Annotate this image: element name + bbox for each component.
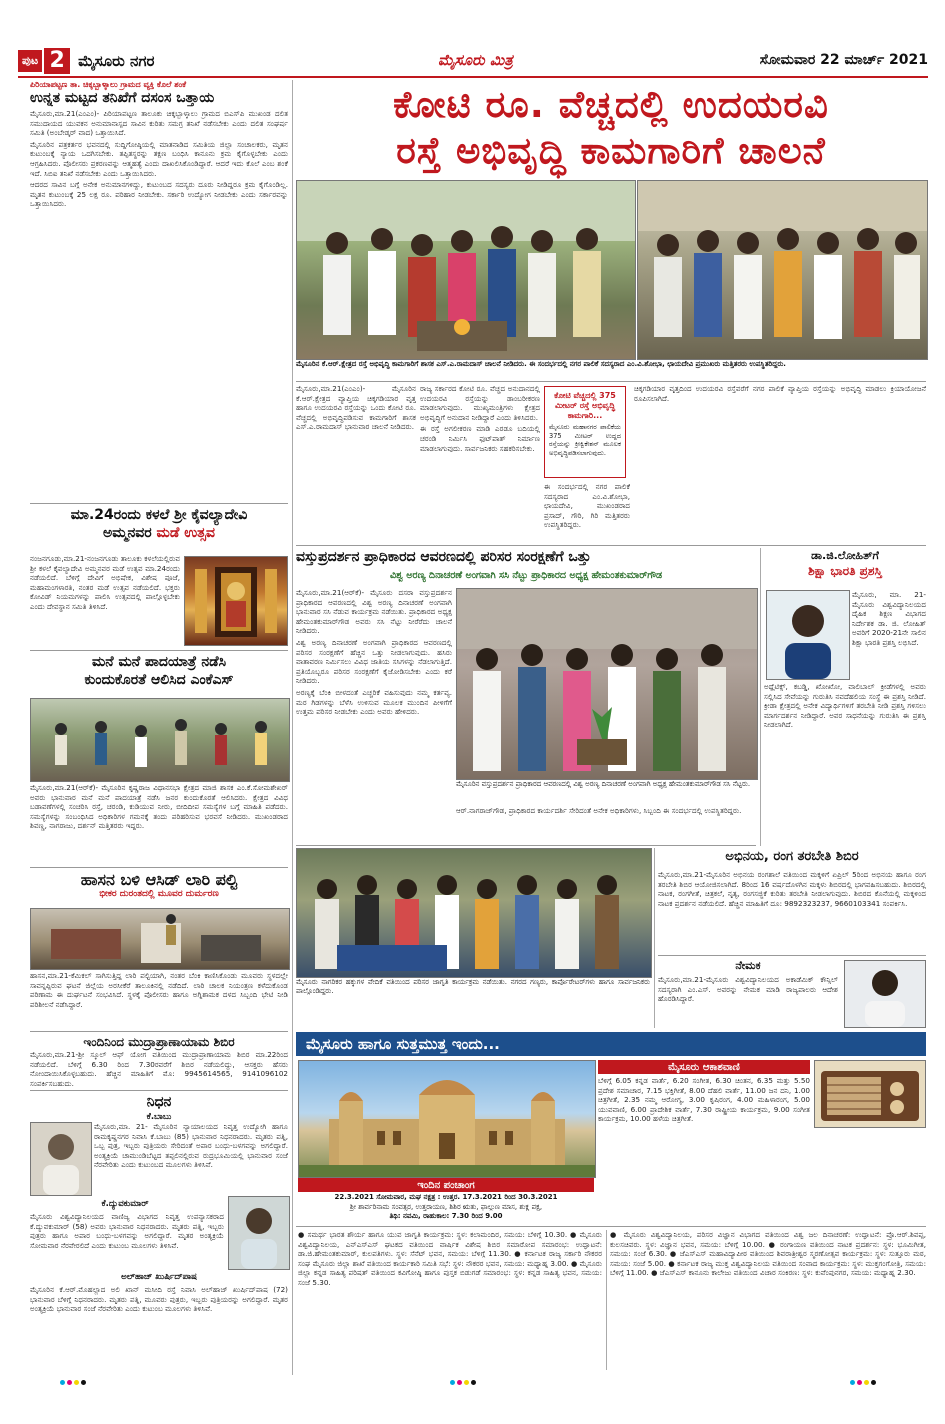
story-acid-lorry-headline xyxy=(30,870,288,906)
story-body xyxy=(30,783,288,865)
camp-body xyxy=(658,870,926,952)
story-kicker: ಪಿರಿಯಾಪಟ್ಟಣ ತಾ. ಚಿಕ್ಕಬ್ಬಾಳ್ಕಾಲು ಗ್ರಾಮದ ವ್ಯಕ್ತಿ ಕೊಲೆ ಶಂಕೆ xyxy=(30,80,187,89)
akashavani-band xyxy=(598,1060,810,1074)
column-divider xyxy=(760,548,761,846)
story-headline: ಅಭಿನಯ, ರಂಗ ತರಬೇತಿ ಶಿಬಿರ xyxy=(725,849,859,864)
section-title: ಮೈಸೂರು ನಗರ xyxy=(78,52,155,70)
story-body xyxy=(30,554,180,646)
panchanga-line: ತಿಥಿ: ನವಮಿ, ರಾಹುಕಾಲ: 7.30 ರಿಂದ 9.00 xyxy=(389,1212,503,1220)
story-paragraph: ಈ ಸಂದರ್ಭದಲ್ಲಿ ನಗರ ಪಾಲಿಕೆ ಸದಸ್ಯರಾದ ಎಂ.ವಿ.ಶೋಭಾ, ಛಾಯದೇವಿ, ಮುಖಂಡರಾದ ಪ್ರಸಾದ್, ಗೌರಿ, ಗಿರಿ ಮತ್ತಿತರರು ಉಪಸ್ಥಿತರಿದ್ದರು. xyxy=(544,482,630,530)
crowd-illustration xyxy=(31,699,289,781)
lead-headline-line2: ರಸ್ತೆ ಅಭಿವೃದ್ಧಿ ಕಾಮಗಾರಿಗೆ ಚಾಲನೆ xyxy=(396,129,826,172)
page-number-box xyxy=(18,48,154,74)
column-divider xyxy=(654,848,655,1028)
story-dsss-probe xyxy=(30,80,288,500)
obituary-portrait xyxy=(228,1196,290,1270)
story-headline: ಉನ್ನತ ಮಟ್ಟದ ತನಿಖೆಗೆ ದಸಂಸ ಒತ್ತಾಯ xyxy=(30,90,215,106)
award-portrait xyxy=(766,590,850,680)
panchanga-details xyxy=(298,1193,594,1223)
story-headline: ನೇಮಕ xyxy=(735,959,761,972)
story-paragraph: ಮೈಸೂರು,ಮಾ.21-ಶ್ರೀ ಸ್ಕೂಲ್ ಆಫ್ ಯೋಗ ವತಿಯಿಂದ ಮುದ್ರಾಪ್ರಾಣಾಯಾಮ ಶಿಬಿರ ಮಾ.22ರಿಂದ ನಡೆಯಲಿದೆ. ಬೆಳಿಗ್ಗೆ 6.30 ರಿಂದ 7.30ರವರೆಗೆ ಶಿಬಿರ ನಡೆಯಲಿದ್ದು, ಆಸಕ್ತರು ಹೆಸರು ನೋಂದಾಯಿಸಿಕೊಳ್ಳಬಹುದು. ಹೆಚ್ಚಿನ ಮಾಹಿತಿಗೆ ಮೊ: 9945614565, 9141096102 ಸಂಪರ್ಕಿಸಬಹುದು. xyxy=(30,1050,288,1088)
mid-story-headline-box xyxy=(296,548,756,568)
obituary-body xyxy=(30,1212,224,1268)
story-paragraph: ನಂಜನಗೂಡು,ಮಾ.21-ನಂಜನಗೂಡು ತಾಲೂಕು ಕಳಲೆಯಲ್ಲಿರುವ ಶ್ರೀ ಕಳಲೆ ಕೈವಲ್ಯಾದೇವಿ ಅಮ್ಮನವರ ಮಡೆ ಉತ್ಸವ ಮಾ.24ರಂದು ನಡೆಯಲಿದೆ. ಬೆಳಿಗ್ಗೆ ದೇವಿಗೆ ಅಭಿಷೇಕ, ವಿಶೇಷ ಪೂಜೆ, ಮಹಾಮಂಗಳಾರತಿ, ನಂತರ ಮಡೆ ಉತ್ಸವ ನಡೆಯಲಿದೆ. ಭಕ್ತರು ಕೋವಿಡ್ ನಿಯಮಗಳನ್ನು ಪಾಲಿಸಿ ಉತ್ಸವದಲ್ಲಿ ಪಾಲ್ಗೊಳ್ಳಬೇಕು ಎಂದು ದೇವಸ್ಥಾನ ಸಮಿತಿ ತಿಳಿಸಿದೆ. xyxy=(30,554,180,611)
column-divider xyxy=(292,80,293,1375)
today-band-title: ಮೈಸೂರು ಹಾಗೂ ಸುತ್ತಮುತ್ತ ಇಂದು... xyxy=(306,1035,500,1053)
ceremony-crowd-illustration xyxy=(297,181,635,359)
person-silhouette-icon xyxy=(31,1123,91,1195)
obituary-body xyxy=(30,1285,288,1370)
tree-planting-photo xyxy=(456,588,758,780)
award-body-top xyxy=(852,590,926,680)
radio-image xyxy=(814,1060,926,1128)
events-list-right xyxy=(610,1230,926,1370)
story-paragraph: ಮೈಸೂರಿನ ಪತ್ರಕರ್ತರ ಭವನದಲ್ಲಿ ಸುದ್ದಿಗೋಷ್ಠಿಯಲ್ಲಿ ಮಾತನಾಡಿದ ಸಮಿತಿಯ ಜಿಲ್ಲಾ ಸಂಚಾಲಕರು, ಮೃತನ ಕುಟುಂಬಕ್ಕೆ ನ್ಯಾಯ ಒದಗಿಸಬೇಕು. ತಪ್ಪಿತಸ್ಥರನ್ನು ತಕ್ಷಣ ಬಂಧಿಸಿ ಕಾನೂನು ಕ್ರಮ ಕೈಗೊಳ್ಳಬೇಕು ಎಂದು ಆಗ್ರಹಿಸಿದರು. ಪೊಲೀಸರು ಪ್ರಕರಣವನ್ನು ಆತ್ಮಹತ್ಯೆ ಎಂದು ದಾಖಲಿಸಿಕೊಂಡಿದ್ದಾರೆ. ಆದರೆ ಇದು ಕೊಲೆ ಎಂಬ ಶಂಕೆ ಇದೆ. ಸಿಬಿಐ ತನಿಖೆ ನಡೆಸಬೇಕು ಎಂದು ಒತ್ತಾಯಿಸಿದರು. xyxy=(30,139,288,178)
print-registration-marks xyxy=(450,1380,476,1385)
dateline: ಸೋಮವಾರ 22 ಮಾರ್ಚ್ 2021 xyxy=(759,52,928,68)
story-paragraph: ಮೈಸೂರು,ಮಾ.21(ಆರ್‌ಕೆ)- ಮೈಸೂರಿನ ಕೃಷ್ಣರಾಜ ವಿಧಾನಸಭಾ ಕ್ಷೇತ್ರದ ಮಾಜಿ ಶಾಸಕ ಎಂ.ಕೆ.ಸೋಮಶೇಖರ್ ಅವರು ಭಾನುವಾರ ಮನೆ ಮನೆ ಪಾದಯಾತ್ರೆ ನಡೆಸಿ ಜನರ ಕುಂದುಕೊರತೆ ಆಲಿಸಿದರು. ಕ್ಷೇತ್ರದ ವಿವಿಧ ಬಡಾವಣೆಗಳಲ್ಲಿ ಸಂಚರಿಸಿ ರಸ್ತೆ, ಚರಂಡಿ, ಕುಡಿಯುವ ನೀರು, ಬೀದಿದೀಪ ಸಮಸ್ಯೆಗಳ ಬಗ್ಗೆ ಮಾಹಿತಿ ಪಡೆದರು. ಸಮಸ್ಯೆಗಳನ್ನು ಸಂಬಂಧಿಸಿದ ಅಧಿಕಾರಿಗಳ ಗಮನಕ್ಕೆ ತಂದು ಪರಿಹರಿಸುವ ಭರವಸೆ ನೀಡಿದರು. ಮುಖಂಡರಾದ ಶಿವಣ್ಣ, ನಾಗರಾಜು, ದರ್ಶನ್ ಮತ್ತಿತರರು ಇದ್ದರು. xyxy=(30,783,288,831)
divider xyxy=(30,1090,288,1091)
lead-body-col1 xyxy=(296,384,416,542)
story-headline-2 xyxy=(30,524,288,542)
obituary-paragraph: ಮೈಸೂರಿನ ಕೆ.ಆರ್.ಮೊಹಲ್ಲಾದ ಅಲಿ ಖಾನ್ ಮಸೀದಿ ರಸ್ತೆ ನಿವಾಸಿ ಅಲ್‌ಹಾಜ್ ಖುರ್ಷಿದ್‌ಪಾಷ (72) ಭಾನುವಾರ ಬೆಳಿಗ್ಗೆ ನಿಧನರಾದರು. ಮೃತರು ಪತ್ನಿ, ಮೂವರು ಪುತ್ರರು, ಇಬ್ಬರು ಪುತ್ರಿಯರನ್ನು ಅಗಲಿದ್ದಾರೆ. ಮೃತರ ಅಂತ್ಯಕ್ರಿಯೆ ಭಾನುವಾರ ಸಂಜೆ ನೆರವೇರಿತು ಎಂದು ಕುಟುಂಬ ಮೂಲಗಳು ತಿಳಿಸಿವೆ. xyxy=(30,1285,288,1314)
person-silhouette-icon xyxy=(845,961,925,1027)
group-event-photo xyxy=(296,848,652,978)
palace-illustration xyxy=(299,1061,595,1177)
story-paragraph: ಮೈಸೂರು,ಮಾ.21(ಎಂಎಂ)- ಪಿರಿಯಾಪಟ್ಟಣ ತಾಲೂಕು ಚಿಕ್ಕಬ್ಬಾಳ್ಕಾಲು ಗ್ರಾಮದ ಬಿಎಸ್‌ಪಿ ಮುಖಂಡ ದಲಿತ ಸಮುದಾಯದ ಯುವಕನ ಅನುಮಾನಾಸ್ಪದ ಸಾವಿನ ಕುರಿತು ಸಮಗ್ರ ತನಿಖೆ ನಡೆಸಬೇಕು ಎಂದು ದಲಿತ ಸಂಘರ್ಷ ಸಮಿತಿ (ಅಂಬೇಡ್ಕರ್ ವಾದ) ಒತ್ತಾಯಿಸಿದೆ. xyxy=(30,109,288,138)
group-event-illustration xyxy=(297,849,651,977)
camp-headline xyxy=(658,848,926,868)
divider xyxy=(296,845,756,846)
lead-body-col2 xyxy=(420,384,540,542)
radio-icon xyxy=(815,1061,925,1127)
lead-photo-caption xyxy=(296,360,926,380)
akashavani-schedule xyxy=(598,1076,810,1224)
page-header xyxy=(18,48,928,78)
story-paragraph: ಮೈಸೂರು,ಮಾ.21-ಮೈಸೂರು ವಿಶ್ವವಿದ್ಯಾನಿಲಯದ ಅಕಾಡೆಮಿಕ್ ಕೌನ್ಸಿಲ್ ಸದಸ್ಯರಾಗಿ ಎಂ.ಎಸ್. ಅವರನ್ನು ನೇಮಕ ಮಾಡಿ ರಾಜ್ಯಪಾಲರು ಆದೇಶ ಹೊರಡಿಸಿದ್ದಾರೆ. xyxy=(658,975,838,1004)
divider xyxy=(30,867,288,868)
akashavani-title: ಮೈಸೂರು ಆಕಾಶವಾಣಿ xyxy=(668,1061,740,1073)
panchanga-line: ಶ್ರೀ ಶಾರ್ವರಿನಾಮ ಸಂವತ್ಸರ, ಉತ್ತರಾಯಣ, ಶಿಶಿರ ಋತು, ಫಾಲ್ಗುಣ ಮಾಸ, ಶುಕ್ಲ ಪಕ್ಷ, xyxy=(349,1202,543,1211)
headline-part: ಅಮ್ಮನವರ xyxy=(103,525,157,541)
panchanga-band xyxy=(298,1178,594,1192)
mid-story-body-col1 xyxy=(296,588,452,842)
ceremony-group-illustration xyxy=(638,181,927,359)
panchanga-line: 22.3.2021 ಸೋಮವಾರ, ಮಘ ನಕ್ಷತ್ರ : ಉತ್ತರ. 17.3.2021 ರಿಂದ 30.3.2021 xyxy=(334,1193,558,1201)
story-subheadline: ವಿಶ್ವ ಅರಣ್ಯ ದಿನಾಚರಣೆ ಅಂಗವಾಗಿ ಸಸಿ ನೆಟ್ಟು ಪ್ರಾಧಿಕಾರದ ಅಧ್ಯಕ್ಷ ಹೇಮಂತಕುಮಾರ್‌ಗೌಡ xyxy=(389,570,663,581)
masthead: ಮೈಸೂರು ಮಿತ್ರ xyxy=(438,51,513,69)
lead-body-col4 xyxy=(634,384,926,542)
story-paragraph: ಮೈಸೂರು,ಮಾ.21(ಎಂಎಂ)- ಮೈಸೂರಿನ ಕೆ.ಆರ್.ಕ್ಷೇತ್ರದ ವ್ಯಾಪ್ತಿಯ ಚಿಕ್ಕಗಡಿಯಾರ ವೃತ್ತ ಹಾಗೂ ಉದಯರವಿ ರಸ್ತೆಯನ್ನು ಒಂದು ಕೋಟಿ ರೂ. ವೆಚ್ಚದಲ್ಲಿ ಅಭಿವೃದ್ಧಿಪಡಿಸುವ ಕಾಮಗಾರಿಗೆ ಶಾಸಕ ಎಸ್.ಎ.ರಾಮದಾಸ್ ಭಾನುವಾರ ಚಾಲನೆ ನೀಡಿದರು. xyxy=(296,384,416,432)
events-list-left xyxy=(298,1230,602,1370)
story-paragraph: ಮೈಸೂರು, ಮಾ. 21- ಮೈಸೂರು ವಿಶ್ವವಿದ್ಯಾನಿಲಯದ ದೈಹಿಕ ಶಿಕ್ಷಣ ವಿಭಾಗದ ನಿರ್ದೇಶಕ ಡಾ. ಜಿ. ಲೋಹಿತ್ ಅವರಿಗೆ 2020-21ನೇ ಸಾಲಿನ ಶಿಕ್ಷಾ ಭಾರತಿ ಪ್ರಶಸ್ತಿ ಲಭಿಸಿದೆ. xyxy=(852,590,926,647)
lead-photo-right xyxy=(637,180,928,360)
events-text: ● ಸಮರ್ಥ ಭಾರತ ಶೌರ್ಯ ಹಾಗೂ ಯುವ ಜಾಗೃತಿ ಕಾರ್ಯಕ್ರಮ: ಸ್ಥಳ: ಕಲಾಮಂದಿರ, ಸಮಯ: ಬೆಳಿಗ್ಗೆ 10.30. ● ಮೈಸೂರು ವಿಶ್ವವಿದ್ಯಾನಿಲಯ, ಎನ್‌ಎಸ್‌ಎಸ್ ಘಟಕದ ವತಿಯಿಂದ ವಾರ್ಷಿಕ ವಿಶೇಷ ಶಿಬಿರ ಸಮಾರೋಪ ಸಮಾರಂಭ: ಉದ್ಘಾಟನೆ: ಡಾ.ಜಿ.ಹೇಮಂತಕುಮಾರ್, ಕುಲಪತಿಗಳು. ಸ್ಥಳ: ಸೆನೆಟ್ ಭವನ, ಸಮಯ: ಬೆಳಿಗ್ಗೆ 11.30. ● ಕರ್ನಾಟಕ ರಾಜ್ಯ ಸರ್ಕಾರಿ ನೌಕರರ ಸಂಘ ಮೈಸೂರು ಜಿಲ್ಲಾ ಶಾಖೆ ವತಿಯಿಂದ ಕಾರ್ಯಕಾರಿ ಸಮಿತಿ ಸಭೆ: ಸ್ಥಳ: ನೌಕರರ ಭವನ, ಸಮಯ: ಮಧ್ಯಾಹ್ನ 3.00. ● ಮೈಸೂರು ಜಿಲ್ಲಾ ಕನ್ನಡ ಸಾಹಿತ್ಯ ಪರಿಷತ್ ವತಿಯಿಂದ ಕವಿಗೋಷ್ಠಿ ಹಾಗೂ ಪುಸ್ತಕ ಬಿಡುಗಡೆ ಸಮಾರಂಭ: ಸ್ಥಳ: ಕನ್ನಡ ಸಾಹಿತ್ಯ ಭವನ, ಸಮಯ: ಸಂಜೆ 5.30. xyxy=(298,1230,602,1287)
factbox-title: ಕೋಟಿ ವೆಚ್ಚದಲ್ಲಿ 375 ಮೀಟರ್ ರಸ್ತೆ ಅಭಿವೃದ್ಧಿ ಕಾಮಗಾರಿ... xyxy=(554,391,616,420)
story-body xyxy=(30,971,288,1029)
story-paragraph: ಆರ್.ನಾಗರಾಜ್‌ಗೌಡ, ಪ್ರಾಧಿಕಾರದ ಕಾರ್ಯದರ್ಶಿ ಸೇರಿದಂತೆ ಅನೇಕ ಅಧಿಕಾರಿಗಳು, ಸಿಬ್ಬಂದಿ ಈ ಸಂದರ್ಭದಲ್ಲಿ ಉಪಸ್ಥಿತರಿದ್ದರು. xyxy=(456,806,742,815)
divider xyxy=(30,503,288,504)
story-body xyxy=(30,1050,288,1088)
print-registration-marks xyxy=(850,1380,876,1385)
divider xyxy=(296,381,926,382)
obituary-name: ಕೆ.ಬಾಬು xyxy=(146,1112,172,1122)
caption-text: ಮೈಸೂರು ನಾಗರಿಕರ ಹಕ್ಕುಗಳ ವೇದಿಕೆ ವತಿಯಿಂದ ಪರಿಸರ ಜಾಗೃತಿ ಕಾರ್ಯಕ್ರಮ ನಡೆಯಿತು. ನಗರದ ಗಣ್ಯರು, ಕಾರ್ಪೊರೇಟರ್‌ಗಳು ಹಾಗೂ ಸಾರ್ವಜನಿಕರು ಪಾಲ್ಗೊಂಡಿದ್ದರು. xyxy=(296,978,650,995)
mid-story-body-col2 xyxy=(456,806,756,842)
divider xyxy=(296,1226,926,1227)
lead-factbox xyxy=(544,386,626,478)
story-paragraph: ಅರಣ್ಯಕ್ಕೆ ಬೆಂಕಿ ಬೀಳದಂತೆ ಎಚ್ಚರಿಕೆ ವಹಿಸುವುದು ನಮ್ಮ ಕರ್ತವ್ಯ. ಮರ ಗಿಡಗಳನ್ನು ಬೆಳೆಸಿ ಉಳಿಸುವ ಮೂಲಕ ಮುಂದಿನ ಪೀಳಿಗೆಗೆ ಉತ್ತಮ ಪರಿಸರ ನೀಡಬೇಕು ಎಂದು ಅವರು ಹೇಳಿದರು. xyxy=(296,687,452,717)
tree-planting-illustration xyxy=(457,589,757,779)
mysore-palace-photo xyxy=(298,1060,596,1178)
accident-scene-illustration xyxy=(31,909,289,969)
temple-deity-illustration xyxy=(185,557,287,645)
appointment-headline xyxy=(658,958,838,974)
obituary-body xyxy=(94,1122,288,1196)
story-body xyxy=(30,109,288,209)
story-headline: ಮಾ.24ರಂದು ಕಳಲೆ ಶ್ರೀ ಕೈವಲ್ಯಾದೇವಿ xyxy=(70,507,248,523)
story-headline: ಮನೆ ಮನೆ ಪಾದಯಾತ್ರೆ ನಡೆಸಿ xyxy=(91,654,227,670)
story-paragraph: ಹಾಸನ,ಮಾ.21-ಕೆಮಿಕಲ್ ಸಾಗಿಸುತ್ತಿದ್ದ ಲಾರಿ ಪಲ್ಟಿಯಾಗಿ, ನಂತರ ಬೆಂಕಿ ಕಾಣಿಸಿಕೊಂಡು ಮೂವರು ಸ್ಥಳದಲ್ಲೇ ಸಾವನ್ನಪ್ಪಿರುವ ಘಟನೆ ಜಿಲ್ಲೆಯ ಅರಸೀಕೆರೆ ತಾಲೂಕಿನಲ್ಲಿ ನಡೆದಿದೆ. ಲಾರಿ ಚಾಲಕ ನಿಯಂತ್ರಣ ಕಳೆದುಕೊಂಡ ಪರಿಣಾಮ ಈ ದುರ್ಘಟನೆ ಸಂಭವಿಸಿದೆ. ಸ್ಥಳಕ್ಕೆ ಪೊಲೀಸರು ಹಾಗೂ ಅಗ್ನಿಶಾಮಕ ದಳದ ಸಿಬ್ಬಂದಿ ಭೇಟಿ ನೀಡಿ ಪರಿಶೀಲನೆ ನಡೆಸಿದ್ದಾರೆ. xyxy=(30,971,288,1009)
award-body xyxy=(764,682,926,842)
divider xyxy=(30,1031,288,1032)
story-headline: ಹಾಸನ ಬಳಿ ಆಸಿಡ್ ಲಾರಿ ಪಲ್ಟಿ xyxy=(80,870,238,889)
group-event-caption xyxy=(296,978,650,1028)
story-headline: ವಸ್ತುಪ್ರದರ್ಶನ ಪ್ರಾಧಿಕಾರದ ಆವರಣದಲ್ಲಿ ಪರಿಸರ ಸಂರಕ್ಷಣೆಗೆ ಒತ್ತು xyxy=(296,549,591,565)
lorry-accident-photo xyxy=(30,908,290,970)
divider xyxy=(30,650,288,651)
award-headline xyxy=(764,548,926,586)
temple-deity-photo xyxy=(184,556,288,646)
obituary-section-title xyxy=(30,1093,288,1111)
print-registration-marks xyxy=(60,1380,86,1385)
padayatra-photo xyxy=(30,698,290,782)
divider xyxy=(658,955,926,956)
lead-headline xyxy=(296,82,926,174)
story-paragraph: ಮೈಸೂರು,ಮಾ.21(ಆರ್‌ಕೆ)- ಮೈಸೂರು ದಸರಾ ವಸ್ತುಪ್ರದರ್ಶನ ಪ್ರಾಧಿಕಾರದ ಆವರಣದಲ್ಲಿ ವಿಶ್ವ ಅರಣ್ಯ ದಿನಾಚರಣೆ ಅಂಗವಾಗಿ ಭಾನುವಾರ ಸಸಿ ನೆಡುವ ಕಾರ್ಯಕ್ರಮ ನಡೆಯಿತು. ಪ್ರಾಧಿಕಾರದ ಅಧ್ಯಕ್ಷ ಹೇಮಂತಕುಮಾರ್‌ಗೌಡ ಅವರು ಸಸಿ ನೆಟ್ಟು ನೀರೆರೆದು ಚಾಲನೆ ನೀಡಿದರು. xyxy=(296,588,452,636)
story-paragraph: ರಾಜ್ಯ ಸರ್ಕಾರದ ಕೋಟಿ ರೂ. ವೆಚ್ಚದ ಅನುದಾನದಲ್ಲಿ ಉದಯರವಿ ರಸ್ತೆಯನ್ನು ಡಾಂಬರೀಕರಣ ಮಾಡಲಾಗುವುದು. ಮುಖ್ಯಮಂತ್ರಿಗಳು ಕ್ಷೇತ್ರದ ಅಭಿವೃದ್ಧಿಗೆ ಅನುದಾನ ನೀಡಿದ್ದಾರೆ ಎಂದು ತಿಳಿಸಿದರು. xyxy=(420,384,540,422)
story-madeutsava-headline xyxy=(30,506,288,554)
appointment-portrait xyxy=(844,960,926,1028)
story-subheadline: ಭೀಕರ ದುರಂತದಲ್ಲಿ ಮೂವರ ದುರ್ಮರಣ xyxy=(99,889,219,899)
tree-planting-caption xyxy=(456,780,756,804)
person-silhouette-icon xyxy=(767,591,849,679)
headline-part-red: ಮಡೆ ಉತ್ಸವ xyxy=(156,525,215,541)
story-paragraph: ಚಿಕ್ಕಗಡಿಯಾರ ವೃತ್ತದಿಂದ ಉದಯರವಿ ರಸ್ತೆವರೆಗೆ ನಗರ ಪಾಲಿಕೆ ವ್ಯಾಪ್ತಿಯ ರಸ್ತೆಯನ್ನು ಅಭಿವೃದ್ಧಿ ಮಾಡಲು ಕ್ರಿಯಾಯೋಜನೆ ರೂಪಿಸಲಾಗಿದೆ. xyxy=(634,384,926,403)
caption-text: ಮೈಸೂರಿನ ವಸ್ತುಪ್ರದರ್ಶನ ಪ್ರಾಧಿಕಾರದ ಆವರಣದಲ್ಲಿ ವಿಶ್ವ ಅರಣ್ಯ ದಿನಾಚರಣೆ ಅಂಗವಾಗಿ ಅಧ್ಯಕ್ಷ ಹೇಮಂತಕುಮಾರ್‌ಗೌಡ ಸಸಿ ನೆಟ್ಟರು. xyxy=(456,780,751,788)
lead-body-col3 xyxy=(544,482,630,542)
person-silhouette-icon xyxy=(229,1197,289,1269)
page-number: 2 xyxy=(44,48,70,74)
mid-story-subheadline-box xyxy=(296,570,756,584)
events-text: ● ಮೈಸೂರು ವಿಶ್ವವಿದ್ಯಾನಿಲಯ, ಪರಿಸರ ವಿಜ್ಞಾನ ವಿಭಾಗದ ವತಿಯಿಂದ ವಿಶ್ವ ಜಲ ದಿನಾಚರಣೆ: ಉದ್ಘಾಟನೆ: ಪ್ರೊ.ಆರ್.ಶಿವಪ್ಪ, ಕುಲಸಚಿವರು. ಸ್ಥಳ: ವಿಜ್ಞಾನ ಭವನ, ಸಮಯ: ಬೆಳಿಗ್ಗೆ 10.00. ● ರಂಗಾಯಣ ವತಿಯಿಂದ ನಾಟಕ ಪ್ರದರ್ಶನ: ಸ್ಥಳ: ಭೂಮಿಗೀತ, ಸಮಯ: ಸಂಜೆ 6.30. ● ಜೆಎಸ್‌ಎಸ್ ಮಹಾವಿದ್ಯಾಪೀಠ ವತಿಯಿಂದ ಶಿವರಾತ್ರೀಶ್ವರ ಸ್ಮರಣೋತ್ಸವ ಕಾರ್ಯಕ್ರಮ: ಸ್ಥಳ: ಸುತ್ತೂರು ಮಠ, ಸಮಯ: ಸಂಜೆ 5.00. ● ಕರ್ನಾಟಕ ರಾಜ್ಯ ಮುಕ್ತ ವಿಶ್ವವಿದ್ಯಾನಿಲಯ ವತಿಯಿಂದ ಸಂವಾದ ಕಾರ್ಯಕ್ರಮ: ಸ್ಥಳ: ಮುಕ್ತಗಂಗೋತ್ರಿ, ಸಮಯ: ಬೆಳಿಗ್ಗೆ 11.00. ● ಜೆಎಸ್‌ಎಸ್ ಕಾನೂನು ಕಾಲೇಜು ವತಿಯಿಂದ ವಿಚಾರ ಸಂಕಿರಣ: ಸ್ಥಳ: ಕುವೆಂಪುನಗರ, ಸಮಯ: ಮಧ್ಯಾಹ್ನ 2.30. xyxy=(610,1230,926,1278)
obituary-paragraph: ಮೈಸೂರು,ಮಾ. 21- ಮೈಸೂರಿನ ನ್ಯಾಯಾಲಯದ ನಿವೃತ್ತ ಉದ್ಯೋಗಿ ಹಾಗೂ ರಾಮಕೃಷ್ಣನಗರ ನಿವಾಸಿ ಕೆ.ಬಾಬು (85) ಭಾನುವಾರ ನಿಧನರಾದರು. ಮೃತರು ಪತ್ನಿ, ಒಬ್ಬ ಪುತ್ರ, ಇಬ್ಬರು ಪುತ್ರಿಯರು ಸೇರಿದಂತೆ ಅಪಾರ ಬಂಧು-ಬಳಗವನ್ನು ಅಗಲಿದ್ದಾರೆ. ಅಂತ್ಯಕ್ರಿಯೆ ಚಾಮುಂಡಿಬೆಟ್ಟದ ತಪ್ಪಲಿನಲ್ಲಿರುವ ರುದ್ರಭೂಮಿಯಲ್ಲಿ ಭಾನುವಾರ ಸಂಜೆ ನೆರವೇರಿತು ಎಂದು ಕುಟುಂಬದ ಮೂಲಗಳು ತಿಳಿಸಿವೆ. xyxy=(94,1122,288,1170)
appointment-body xyxy=(658,975,838,1027)
story-paragraph: ವಿಶ್ವ ಅರಣ್ಯ ದಿನಾಚರಣೆ ಅಂಗವಾಗಿ ಪ್ರಾಧಿಕಾರದ ಆವರಣದಲ್ಲಿ ಪರಿಸರ ಸಂರಕ್ಷಣೆಗೆ ಹೆಚ್ಚಿನ ಒತ್ತು ನೀಡಲಾಗುವುದು. ಹಸಿರು ವಾತಾವರಣ ನಿರ್ಮಿಸಲು ವಿವಿಧ ಜಾತಿಯ ಸಸಿಗಳನ್ನು ನೆಡಲಾಗುತ್ತಿದೆ. ಪ್ರತಿಯೊಬ್ಬರೂ ಪರಿಸರ ಸಂರಕ್ಷಣೆಗೆ ಕೈಜೋಡಿಸಬೇಕು ಎಂದು ಕರೆ ನೀಡಿದರು. xyxy=(296,637,452,686)
obituary-3-name xyxy=(30,1272,288,1284)
lead-photo-left xyxy=(296,180,636,360)
story-padayatra-headline xyxy=(30,653,288,697)
obituary-heading: ನಿಧನ xyxy=(146,1094,172,1110)
story-paragraph: ಆದರದ ಸಾವಿನ ಬಗ್ಗೆ ಅನೇಕ ಅನುಮಾನಗಳಿದ್ದು, ಕುಟುಂಬದ ಸದಸ್ಯರು ದೂರು ನೀಡಿದ್ದರೂ ಕ್ರಮ ಕೈಗೊಂಡಿಲ್ಲ. ಮೃತನ ಕುಟುಂಬಕ್ಕೆ 25 ಲಕ್ಷ ರೂ. ಪರಿಹಾರ ನೀಡಬೇಕು. ಸರ್ಕಾರಿ ಉದ್ಯೋಗ ನೀಡಬೇಕು ಎಂದು ಸರ್ಕಾರವನ್ನು ಒತ್ತಾಯಿಸಿದರು. xyxy=(30,180,288,209)
story-headline-2: ಕುಂದುಕೊರತೆ ಆಲಿಸಿದ ಎಂಕೆಎಸ್ xyxy=(84,672,234,688)
obituary-paragraph: ಮೈಸೂರು ವಿಶ್ವವಿದ್ಯಾನಿಲಯದ ವಾಣಿಜ್ಯ ವಿಭಾಗದ ನಿವೃತ್ತ ಉಪನ್ಯಾಸಕರಾದ ಕೆ.ದ್ಯುವಕುಮಾರ್ (58) ಅವರು ಭಾನುವಾರ ನಿಧನರಾದರು. ಮೃತರು ಪತ್ನಿ, ಇಬ್ಬರು ಪುತ್ರರು ಹಾಗೂ ಅಪಾರ ಬಂಧು-ಬಳಗವನ್ನು ಅಗಲಿದ್ದಾರೆ. ಮೃತರ ಅಂತ್ಯಕ್ರಿಯೆ ಸೋಮವಾರ ನೆರವೇರಲಿದೆ ಎಂದು ಕುಟುಂಬ ಮೂಲಗಳು ತಿಳಿಸಿವೆ. xyxy=(30,1212,224,1250)
story-yoga-camp xyxy=(30,1034,288,1088)
panchanga-title: ಇಂದಿನ ಪಂಚಾಂಗ xyxy=(417,1179,475,1191)
divider xyxy=(296,545,926,546)
story-headline: ಡಾ.ಜಿ.ಲೋಹಿತ್‌ಗೆ xyxy=(811,549,879,562)
page-word: ಪುಟ xyxy=(18,50,42,72)
obituary-2-name xyxy=(30,1199,220,1211)
factbox-body: ಮೈಸೂರು ಮಹಾನಗರ ಪಾಲಿಕೆಯ 375 ಮೀಟರ್ ಉದ್ದದ ರಸ್ತೆಯನ್ನು ಕ್ರೀಕ್ವಿಕೇಶನ್ ಮೂಲಕ ಅಭಿವೃದ್ಧಿಪಡಿಸಲಾಗುವುದು. xyxy=(549,423,621,457)
obituary-name: ಕೆ.ದ್ಯುವಕುಮಾರ್ xyxy=(101,1199,149,1209)
schedule-text: ಬೆಳಿಗ್ಗೆ 6.05 ಕನ್ನಡ ವಾರ್ತೆ, 6.20 ಸಂಗೀತ, 6.30 ಚಿಂತನ, 6.35 ಮತ್ತು 5.50 ಪ್ರದೇಶ ಸಮಾಚಾರ, 7.15 ಭಕ್ತಿಗೀತೆ, 8.00 ದೆಹಲಿ ವಾರ್ತೆ, 11.00 ಜನ ದನಿ, 1.00 ಚಿತ್ರಗೀತೆ, 2.35 ನಮ್ಮ ಆರೋಗ್ಯ, 3.00 ಕೃಷಿರಂಗ, 4.00 ಮಹಿಳಾರಂಗ, 5.00 ಯುವವಾಣಿ, 6.00 ಪ್ರಾದೇಶಿಕ ವಾರ್ತೆ, 7.30 ರಾಷ್ಟ್ರೀಯ ಕಾರ್ಯಕ್ರಮ, 9.00 ಸಂಗೀತ ಕಾರ್ಯಕ್ರಮ, 10.00 ಹಳೆಯ ಚಿತ್ರಗೀತೆ. xyxy=(598,1076,810,1124)
column-divider xyxy=(606,1230,607,1370)
story-paragraph: ಮೈಸೂರು,ಮಾ.21-ಮೈಸೂರಿನ ಅಭಿನಯ ರಂಗಶಾಲೆ ವತಿಯಿಂದ ಮಕ್ಕಳಿಗೆ ಏಪ್ರಿಲ್ 5ರಿಂದ ಅಭಿನಯ ಹಾಗೂ ರಂಗ ತರಬೇತಿ ಶಿಬಿರ ಆಯೋಜಿಸಲಾಗಿದೆ. 8ರಿಂದ 16 ವರ್ಷದೊಳಗಿನ ಮಕ್ಕಳು ಶಿಬಿರದಲ್ಲಿ ಭಾಗವಹಿಸಬಹುದು. ಶಿಬಿರದಲ್ಲಿ ನಾಟಕ, ರಂಗಗೀತೆ, ಚಿತ್ರಕಲೆ, ನೃತ್ಯ, ರಂಗಸಜ್ಜಿಕೆ ಕುರಿತು ತರಬೇತಿ ನೀಡಲಾಗುವುದು. ಶಿಬಿರದ ಕೊನೆಯಲ್ಲಿ ಮಕ್ಕಳಿಂದ ನಾಟಕ ಪ್ರದರ್ಶನ ನಡೆಯಲಿದೆ. ಹೆಚ್ಚಿನ ಮಾಹಿತಿಗೆ ದೂ: 9892323237, 9660103341 ಸಂಪರ್ಕಿಸಿ. xyxy=(658,870,926,908)
lead-headline-line1: ಕೋಟಿ ರೂ. ವೆಚ್ಚದಲ್ಲಿ ಉದಯರವಿ xyxy=(393,83,829,126)
obituary-name: ಅಲ್‌ಹಾಜ್ ಖುರ್ಷಿದ್‌ಪಾಷ xyxy=(121,1272,197,1282)
obituary-portrait xyxy=(30,1122,92,1196)
story-paragraph: ಈ ರಸ್ತೆ ಅಗಲೀಕರಣ ಮಾಡಿ ಎರಡೂ ಬದಿಯಲ್ಲಿ ಚರಂಡಿ ನಿರ್ಮಿಸಿ ಫುಟ್‌ಪಾತ್ ನಿರ್ಮಾಣ ಮಾಡಲಾಗುವುದು. ಸಾರ್ವಜನಿಕರು ಸಹಕರಿಸಬೇಕು. xyxy=(420,424,540,453)
today-section-band xyxy=(296,1032,926,1056)
story-headline: ಇಂದಿನಿಂದ ಮುದ್ರಾಪ್ರಾಣಾಯಾಮ ಶಿಬಿರ xyxy=(83,1035,235,1049)
story-headline-2: ಶಿಕ್ಷಾ ಭಾರತಿ ಪ್ರಶಸ್ತಿ xyxy=(808,564,882,578)
caption-text: ಮೈಸೂರಿನ ಕೆ.ಆರ್.ಕ್ಷೇತ್ರದ ರಸ್ತೆ ಅಭಿವೃದ್ಧಿ ಕಾಮಗಾರಿಗೆ ಶಾಸಕ ಎಸ್.ಎ.ರಾಮದಾಸ್ ಚಾಲನೆ ನೀಡಿದರು. ಈ ಸಂದರ್ಭದಲ್ಲಿ ನಗರ ಪಾಲಿಕೆ ಸದಸ್ಯರಾದ ಎಂ.ವಿ.ಶೋಭಾ, ಛಾಯದೇವಿ ಪ್ರಮುಖರು ಮತ್ತಿತರರು ಉಪಸ್ಥಿತರಿದ್ದರು. xyxy=(296,360,786,368)
story-paragraph: ಅಥ್ಲೆಟಿಕ್ಸ್, ಕಬಡ್ಡಿ, ಖೋಖೋ, ವಾಲಿಬಾಲ್ ಕ್ರೀಡೆಗಳಲ್ಲಿ ಅವರು ಸಲ್ಲಿಸಿದ ಸೇವೆಯನ್ನು ಗುರುತಿಸಿ ನವದೆಹಲಿಯ ಸಂಸ್ಥೆ ಈ ಪ್ರಶಸ್ತಿ ನೀಡಿದೆ. ಕ್ರೀಡಾ ಕ್ಷೇತ್ರದಲ್ಲಿ ಅನೇಕ ವಿದ್ಯಾರ್ಥಿಗಳಿಗೆ ತರಬೇತಿ ನೀಡಿ ಪ್ರಶಸ್ತಿ ಗಳಿಸಲು ಮಾರ್ಗದರ್ಶನ ನೀಡಿದ್ದಾರೆ. ಅವರ ಸಾಧನೆಯನ್ನು ಗುರುತಿಸಿ ಈ ಪ್ರಶಸ್ತಿ ನೀಡಲಾಗಿದೆ. xyxy=(764,682,926,730)
